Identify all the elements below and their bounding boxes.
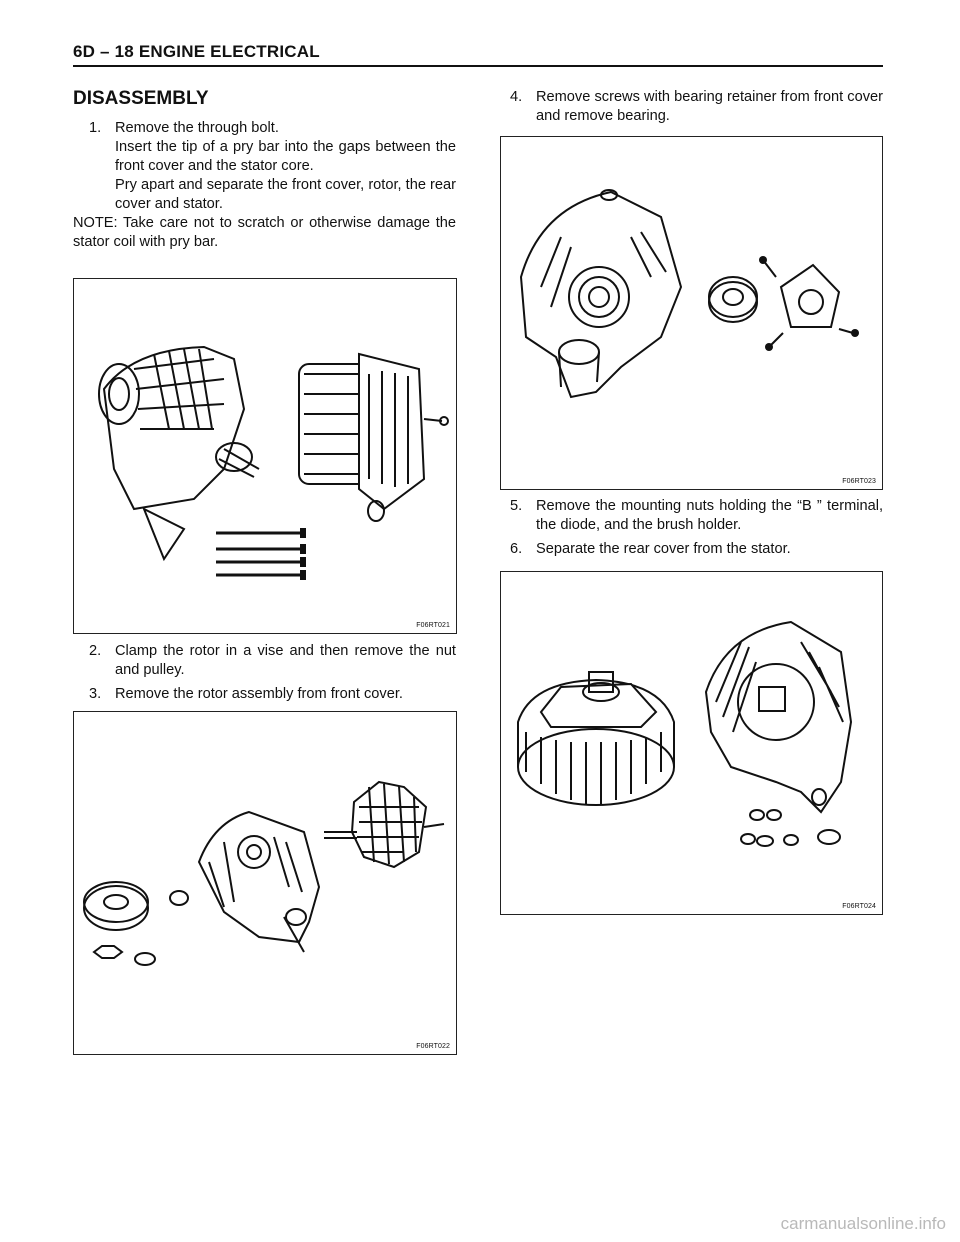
note-text: NOTE: Take care not to scratch or otherwise damage the stator coil with pry bar. <box>73 215 456 250</box>
figure-1-code: F06RT021 <box>416 622 450 629</box>
watermark: carmanualsonline.info <box>780 1214 946 1233</box>
figure-rotor-removal <box>73 711 457 1055</box>
step-3-number: 3. <box>89 686 102 702</box>
figure-2-code: F06RT022 <box>416 1043 450 1050</box>
step-1-para-2: Pry apart and separate the front cover, rotor, the rear cover and stator. <box>115 177 456 212</box>
figure-3-code: F06RT023 <box>842 478 876 485</box>
step-5-number: 5. <box>510 498 523 514</box>
step-6-number: 6. <box>510 541 523 557</box>
stator-rear-cover-illustration <box>501 572 882 914</box>
step-1-text: Remove the through bolt. <box>115 120 279 136</box>
section-title: DISASSEMBLY <box>73 88 209 109</box>
step-6-text: Separate the rear cover from the stator. <box>536 541 791 557</box>
step-3-text: Remove the rotor assembly from front cover. <box>115 686 403 702</box>
bearing-retainer-illustration <box>501 137 882 489</box>
step-1-para-1: Insert the tip of a pry bar into the gaps between the front cover and the stator core. <box>115 139 456 174</box>
steps-5-6 <box>500 497 883 559</box>
step-5-text: Remove the mounting nuts holding the “B ” terminal, the diode, and the brush holder. <box>536 498 883 533</box>
step-4-text: Remove screws with bearing retainer from front cover and remove bearing. <box>536 89 883 124</box>
step-2-number: 2. <box>89 643 102 659</box>
figure-alternator-disassembled <box>73 278 457 634</box>
page-header: 6D – 18 ENGINE ELECTRICAL <box>73 42 320 61</box>
figure-4-code: F06RT024 <box>842 903 876 910</box>
steps-2-3 <box>73 642 456 704</box>
step-4 <box>500 88 883 126</box>
rotor-pulley-illustration <box>74 712 456 1054</box>
alternator-parts-illustration <box>74 279 456 633</box>
figure-stator-rear-cover <box>500 571 883 915</box>
step-1-number: 1. <box>89 120 102 136</box>
header-rule <box>73 65 883 67</box>
step-2-text: Clamp the rotor in a vise and then remove the nut and pulley. <box>115 643 456 678</box>
step-1 <box>73 119 456 252</box>
figure-bearing-removal <box>500 136 883 490</box>
step-4-number: 4. <box>510 89 523 105</box>
